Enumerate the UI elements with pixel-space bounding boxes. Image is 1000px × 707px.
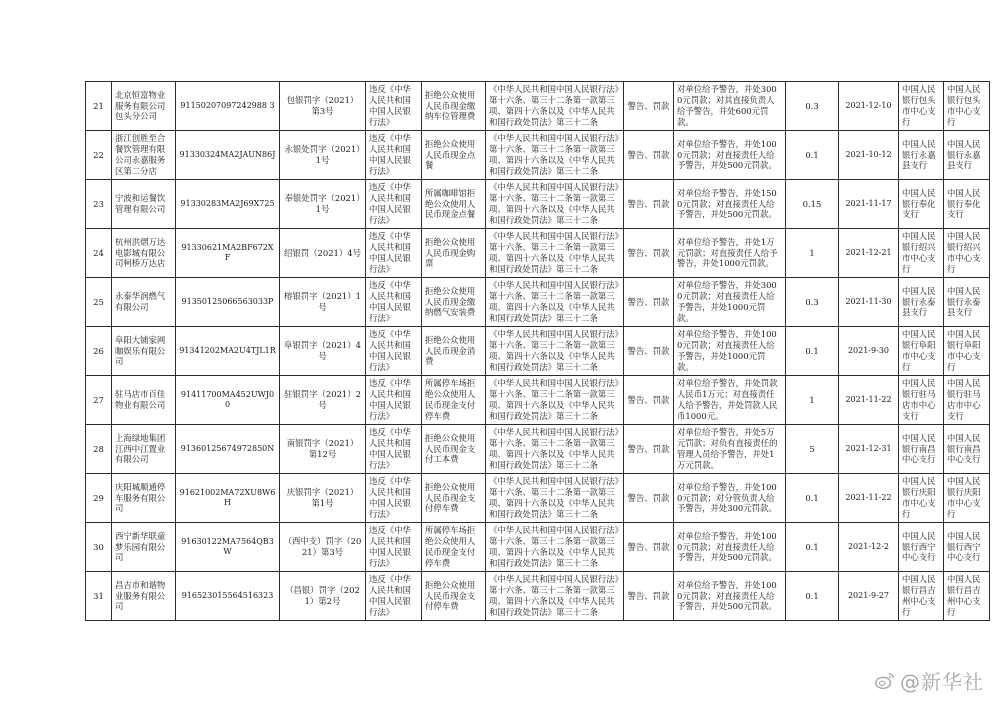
decision-organ-cell: 中国人民银行西宁中心支行 <box>899 523 944 572</box>
penalty-content-cell: 对单位给予警告，并处罚款人民币1万元；对直接责任人给予警告，并处罚款人民币1000元。 <box>674 376 786 425</box>
decision-date-cell: 2021-9-27 <box>839 572 899 621</box>
party-name-cell: 昌吉市和谐物业服务有限公司 <box>112 572 176 621</box>
row-index-cell: 21 <box>86 82 112 131</box>
decision-organ-cell: 中国人民银行永泰县支行 <box>899 278 944 327</box>
fine-amount-cell: 1 <box>786 376 839 425</box>
penalty-type-cell: 警告、罚款 <box>624 572 674 621</box>
penalty-type-cell: 警告、罚款 <box>624 425 674 474</box>
violation-type-cell: 违反《中华人民共和国中国人民银行法》 <box>366 376 422 425</box>
table-row <box>86 82 990 131</box>
credit-code-cell: 91150207097242988 3 <box>176 82 280 131</box>
credit-code-cell: 91360125674972850N <box>176 425 280 474</box>
decision-organ-cell: 中国人民银行昌吉州中心支行 <box>899 572 944 621</box>
decision-number-cell: （昌银）罚字（2021）第2号 <box>280 572 366 621</box>
penalty-table <box>85 81 990 621</box>
decision-organ-cell: 中国人民银行奉化支行 <box>899 180 944 229</box>
violation-type-cell: 违反《中华人民共和国中国人民银行法》 <box>366 180 422 229</box>
party-name-cell: 北京恒富物业服务有限公司包头分公司 <box>112 82 176 131</box>
penalty-type-cell: 警告、罚款 <box>624 523 674 572</box>
violation-type-cell: 违反《中华人民共和国中国人民银行法》 <box>366 131 422 180</box>
credit-code-cell: 91341202MA2U4TJL1R <box>176 327 280 376</box>
penalty-content-cell: 对单位给予警告，并处1000元罚款；对直接责任人给予警告，并处500元罚款。 <box>674 523 786 572</box>
table-row <box>86 523 990 572</box>
party-name-cell: 西宁新华联童梦乐园有限公司 <box>112 523 176 572</box>
row-index-cell: 29 <box>86 474 112 523</box>
publisher-cell: 中国人民银行庆阳市中心支行 <box>944 474 990 523</box>
penalty-content-cell: 对单位给予警告，并处1500元罚款；对直接责任人给予警告，并处500元罚款。 <box>674 180 786 229</box>
violation-type-cell: 违反《中华人民共和国中国人民银行法》 <box>366 278 422 327</box>
legal-basis-cell: 《中华人民共和国中国人民银行法》第十六条、第三十二条第一款第三项、第四十六条以及《中华人民共和国行政处罚法》第三十二条 <box>486 82 624 131</box>
publisher-cell: 中国人民银行永嘉县支行 <box>944 131 990 180</box>
legal-basis-cell: 《中华人民共和国中国人民银行法》第十六条、第三十二条第一款第三项、第四十六条以及《中华人民共和国行政处罚法》第三十二条 <box>486 327 624 376</box>
decision-date-cell: 2021-12-21 <box>839 229 899 278</box>
decision-number-cell: 庆银罚字（2021）第1号 <box>280 474 366 523</box>
party-name-cell: 庆阳城顺通停车服务有限公司 <box>112 474 176 523</box>
table-row <box>86 572 990 621</box>
decision-organ-cell: 中国人民银行绍兴市中心支行 <box>899 229 944 278</box>
penalty-content-cell: 对单位给予警告，并处5万元罚款；对负有直接责任的管理人员给予警告，并处1万元罚款。 <box>674 425 786 474</box>
decision-organ-cell: 中国人民银行庆阳市中心支行 <box>899 474 944 523</box>
publisher-cell: 中国人民银行南昌中心支行 <box>944 425 990 474</box>
decision-organ-cell: 中国人民银行驻马店市中心支行 <box>899 376 944 425</box>
penalty-table-sheet <box>85 81 990 621</box>
violation-behavior-cell: 拒绝公众使用人民币现金支付停车费 <box>422 474 486 523</box>
decision-organ-cell: 中国人民银行阜阳市中心支行 <box>899 327 944 376</box>
penalty-content-cell: 对单位给予警告，并处1000元罚款；对直接责任人给予警告，并处500元罚款。 <box>674 572 786 621</box>
decision-date-cell: 2021-11-17 <box>839 180 899 229</box>
violation-behavior-cell: 拒绝公众使用人民币现金购票 <box>422 229 486 278</box>
fine-amount-cell: 0.1 <box>786 523 839 572</box>
decision-number-cell: 榕银罚字（2021）1号 <box>280 278 366 327</box>
violation-type-cell: 违反《中华人民共和国中国人民银行法》 <box>366 523 422 572</box>
decision-number-cell: 驻银罚字（2021）2号 <box>280 376 366 425</box>
publisher-cell: 中国人民银行包头市中心支行 <box>944 82 990 131</box>
table-row <box>86 327 990 376</box>
fine-amount-cell: 5 <box>786 425 839 474</box>
row-index-cell: 31 <box>86 572 112 621</box>
penalty-type-cell: 警告、罚款 <box>624 474 674 523</box>
legal-basis-cell: 《中华人民共和国中国人民银行法》第十六条、第三十二条第一款第三项、第四十六条以及《中华人民共和国行政处罚法》第三十二条 <box>486 131 624 180</box>
party-name-cell: 杭州洪熠万达电影城有限公司柯桥万达店 <box>112 229 176 278</box>
table-row <box>86 131 990 180</box>
legal-basis-cell: 《中华人民共和国中国人民银行法》第十六条、第三十二条第一款第三项、第四十六条以及《中华人民共和国行政处罚法》第三十二条 <box>486 180 624 229</box>
decision-date-cell: 2021-12-2 <box>839 523 899 572</box>
fine-amount-cell: 0.1 <box>786 572 839 621</box>
violation-behavior-cell: 所属停车场拒绝公众使用人民币现金支付停车费 <box>422 376 486 425</box>
fine-amount-cell: 0.1 <box>786 131 839 180</box>
publisher-cell: 中国人民银行西宁中心支行 <box>944 523 990 572</box>
publisher-cell: 中国人民银行绍兴市中心支行 <box>944 229 990 278</box>
decision-date-cell: 2021-11-22 <box>839 474 899 523</box>
credit-code-cell: 91350125066563033P <box>176 278 280 327</box>
legal-basis-cell: 《中华人民共和国中国人民银行法》第十六条、第三十二条第一款第三项、第四十六条以及《中华人民共和国行政处罚法》第三十二条 <box>486 523 624 572</box>
penalty-type-cell: 警告、罚款 <box>624 180 674 229</box>
violation-behavior-cell: 拒绝公众使用人民币现金消费 <box>422 327 486 376</box>
party-name-cell: 阜阳大铺家网咖娱乐有限公司 <box>112 327 176 376</box>
violation-type-cell: 违反《中华人民共和国中国人民银行法》 <box>366 229 422 278</box>
decision-number-cell: 奉银处罚字（2021）1号 <box>280 180 366 229</box>
legal-basis-cell: 《中华人民共和国中国人民银行法》第十六条、第三十二条第一款第三项、第四十六条以及《中华人民共和国行政处罚法》第三十二条 <box>486 229 624 278</box>
legal-basis-cell: 《中华人民共和国中国人民银行法》第十六条、第三十二条第一款第三项、第四十六条以及《中华人民共和国行政处罚法》第三十二条 <box>486 278 624 327</box>
decision-date-cell: 2021-11-30 <box>839 278 899 327</box>
table-row <box>86 474 990 523</box>
violation-type-cell: 违反《中华人民共和国中国人民银行法》 <box>366 572 422 621</box>
table-row <box>86 229 990 278</box>
penalty-type-cell: 警告、罚款 <box>624 82 674 131</box>
decision-organ-cell: 中国人民银行包头市中心支行 <box>899 82 944 131</box>
fine-amount-cell: 0.15 <box>786 180 839 229</box>
credit-code-cell: 91411700MA452UWJ00 <box>176 376 280 425</box>
decision-organ-cell: 中国人民银行永嘉县支行 <box>899 131 944 180</box>
decision-number-cell: （西中支）罚字（2021）第3号 <box>280 523 366 572</box>
row-index-cell: 24 <box>86 229 112 278</box>
credit-code-cell: 91330283MA2J69X725 <box>176 180 280 229</box>
party-name-cell: 浙江创胜至合餐饮管理有限公司永嘉服务区第二分店 <box>112 131 176 180</box>
violation-behavior-cell: 所属咖啡馆拒绝公众使用人民币现金点餐 <box>422 180 486 229</box>
row-index-cell: 22 <box>86 131 112 180</box>
penalty-type-cell: 警告、罚款 <box>624 229 674 278</box>
penalty-content-cell: 对单位给予警告，并处3000元罚款；对直接责任人给予警告，并处1000元罚款。 <box>674 278 786 327</box>
weibo-logo-icon <box>874 670 896 692</box>
publisher-cell: 中国人民银行奉化支行 <box>944 180 990 229</box>
penalty-type-cell: 警告、罚款 <box>624 376 674 425</box>
xinhua-watermark <box>874 666 984 695</box>
penalty-type-cell: 警告、罚款 <box>624 131 674 180</box>
row-index-cell: 27 <box>86 376 112 425</box>
row-index-cell: 26 <box>86 327 112 376</box>
credit-code-cell: 916523015564516323 <box>176 572 280 621</box>
decision-organ-cell: 中国人民银行南昌中心支行 <box>899 425 944 474</box>
decision-number-cell: 包银罚字（2021）第3号 <box>280 82 366 131</box>
penalty-content-cell: 对单位给予警告，并处1000元罚款；对直接责任人给予警告，并处500元罚款。 <box>674 131 786 180</box>
fine-amount-cell: 0.3 <box>786 82 839 131</box>
table-row <box>86 278 990 327</box>
violation-type-cell: 违反《中华人民共和国中国人民银行法》 <box>366 474 422 523</box>
legal-basis-cell: 《中华人民共和国中国人民银行法》第十六条、第三十二条第一款第三项、第四十六条以及《中华人民共和国行政处罚法》第三十二条 <box>486 376 624 425</box>
decision-date-cell: 2021-12-31 <box>839 425 899 474</box>
publisher-cell: 中国人民银行阜阳市中心支行 <box>944 327 990 376</box>
decision-number-cell: 绍银罚（2021）4号 <box>280 229 366 278</box>
violation-behavior-cell: 拒绝公众使用人民币现金点餐 <box>422 131 486 180</box>
credit-code-cell: 91330324MA2JAUN86J <box>176 131 280 180</box>
penalty-content-cell: 对单位给予警告，并处1000元罚款；对直接责任人给予警告，并处1000元罚款。 <box>674 327 786 376</box>
penalty-content-cell: 对单位给予警告，并处1000元罚款；对分管负责人给予警告，并处300元罚款。 <box>674 474 786 523</box>
violation-behavior-cell: 所属停车场拒绝公众使用人民币现金支付停车费 <box>422 523 486 572</box>
credit-code-cell: 91621002MA72XU8W6H <box>176 474 280 523</box>
decision-date-cell: 2021-10-12 <box>839 131 899 180</box>
row-index-cell: 28 <box>86 425 112 474</box>
legal-basis-cell: 《中华人民共和国中国人民银行法》第十六条、第三十二条第一款第三项、第四十六条以及《中华人民共和国行政处罚法》第三十二条 <box>486 572 624 621</box>
penalty-content-cell: 对单位给予警告，并处3000元罚款；对其直接负责人给予警告，并处600元罚款。 <box>674 82 786 131</box>
table-row <box>86 180 990 229</box>
decision-number-cell: 阜银罚字（2021）4号 <box>280 327 366 376</box>
publisher-cell: 中国人民银行昌吉州中心支行 <box>944 572 990 621</box>
publisher-cell: 中国人民银行驻马店市中心支行 <box>944 376 990 425</box>
violation-type-cell: 违反《中华人民共和国中国人民银行法》 <box>366 425 422 474</box>
decision-number-cell: 南银罚字（2021）第12号 <box>280 425 366 474</box>
decision-date-cell: 2021-12-10 <box>839 82 899 131</box>
decision-number-cell: 永银处罚字（2021）1号 <box>280 131 366 180</box>
penalty-content-cell: 对单位给予警告，并处1万元罚款；对直接责任人给予警告，并处1000元罚款。 <box>674 229 786 278</box>
penalty-type-cell: 警告、罚款 <box>624 278 674 327</box>
party-name-cell: 上海绿地集团江西中江置业有限公司 <box>112 425 176 474</box>
publisher-cell: 中国人民银行永泰县支行 <box>944 278 990 327</box>
credit-code-cell: 91630122MA7564QB3W <box>176 523 280 572</box>
violation-behavior-cell: 拒绝公众使用人民币现金支付工本费 <box>422 425 486 474</box>
row-index-cell: 25 <box>86 278 112 327</box>
legal-basis-cell: 《中华人民共和国中国人民银行法》第十六条、第三十二条第一款第三项、第四十六条以及《中华人民共和国行政处罚法》第三十二条 <box>486 474 624 523</box>
violation-type-cell: 违反《中华人民共和国中国人民银行法》 <box>366 327 422 376</box>
fine-amount-cell: 0.3 <box>786 278 839 327</box>
credit-code-cell: 91330621MA2BF672XF <box>176 229 280 278</box>
row-index-cell: 30 <box>86 523 112 572</box>
decision-date-cell: 2021-11-22 <box>839 376 899 425</box>
legal-basis-cell: 《中华人民共和国中国人民银行法》第十六条、第三十二条第一款第三项、第四十六条以及《中华人民共和国行政处罚法》第三十二条 <box>486 425 624 474</box>
violation-type-cell: 违反《中华人民共和国中国人民银行法》 <box>366 82 422 131</box>
watermark-text: @新华社 <box>900 670 984 694</box>
fine-amount-cell: 0.1 <box>786 327 839 376</box>
violation-behavior-cell: 拒绝公众使用人民币现金支付停车费 <box>422 572 486 621</box>
penalty-type-cell: 警告、罚款 <box>624 327 674 376</box>
row-index-cell: 23 <box>86 180 112 229</box>
violation-behavior-cell: 拒绝公众使用人民币现金缴纳车位管理费 <box>422 82 486 131</box>
fine-amount-cell: 1 <box>786 229 839 278</box>
fine-amount-cell: 0.1 <box>786 474 839 523</box>
party-name-cell: 驻马店市百佳物业有限公司 <box>112 376 176 425</box>
table-body <box>86 82 990 621</box>
table-row <box>86 425 990 474</box>
table-row <box>86 376 990 425</box>
party-name-cell: 宁波和运餐饮管理有限公司 <box>112 180 176 229</box>
party-name-cell: 永泰华润燃气有限公司 <box>112 278 176 327</box>
decision-date-cell: 2021-9-30 <box>839 327 899 376</box>
violation-behavior-cell: 拒绝公众使用人民币现金缴纳燃气安装费 <box>422 278 486 327</box>
